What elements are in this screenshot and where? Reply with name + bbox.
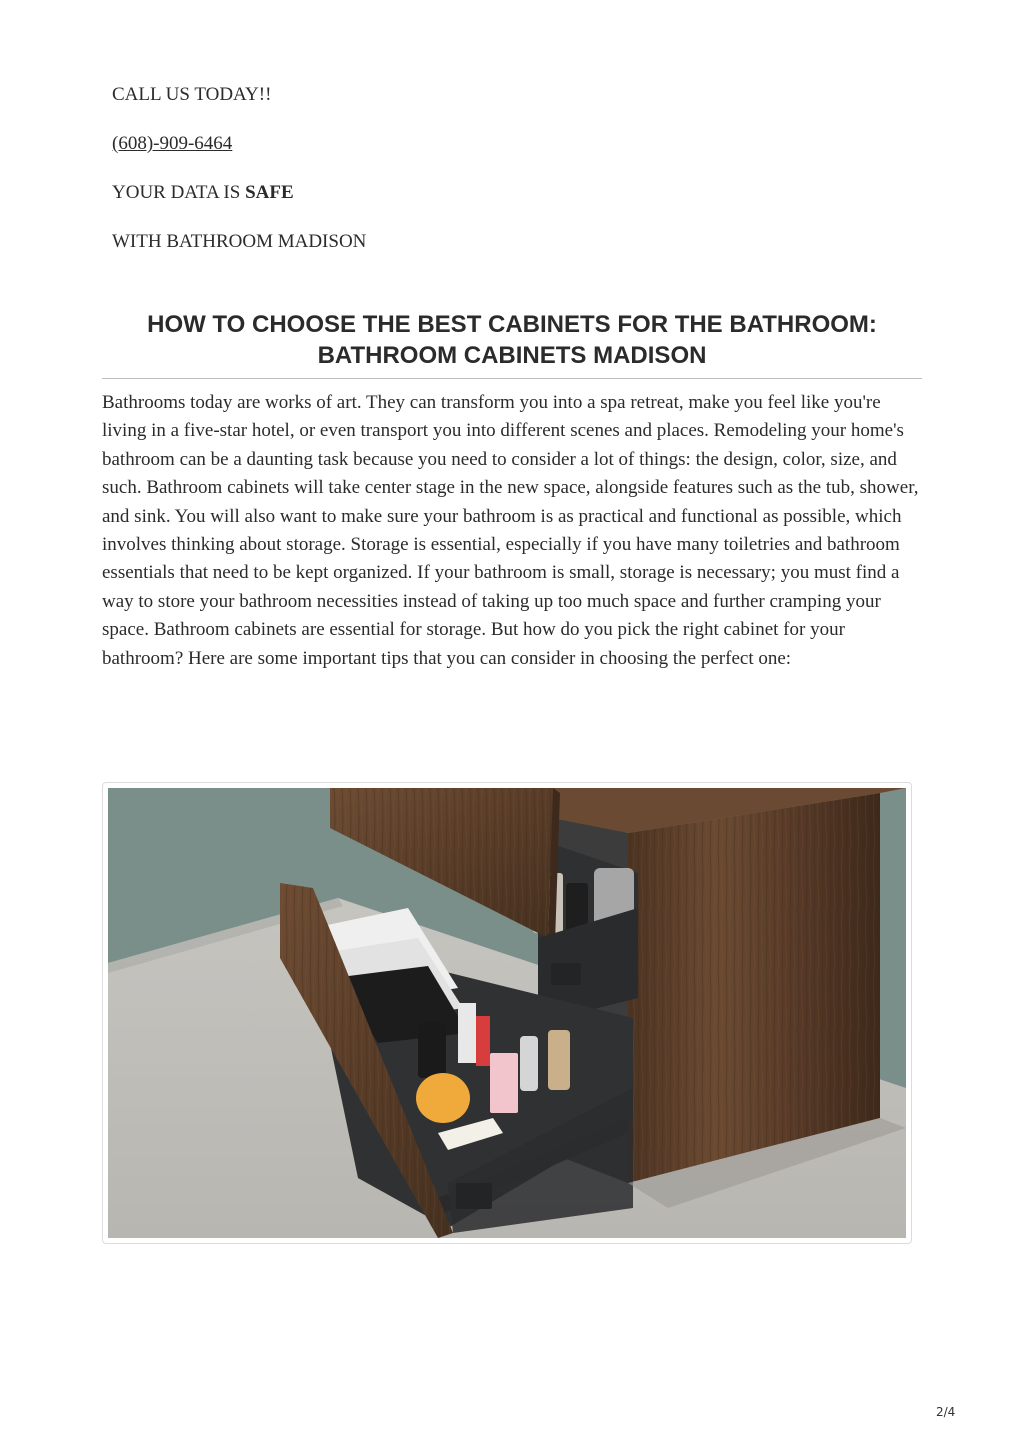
- data-safe-prefix: YOUR DATA IS: [112, 182, 246, 203]
- article-figure: [102, 782, 912, 1244]
- page-indicator: 2/4: [936, 1405, 956, 1419]
- company-line: WITH BATHROOM MADISON: [112, 231, 367, 252]
- call-us-line: CALL US TODAY!!: [112, 84, 272, 105]
- contact-block: [112, 70, 366, 266]
- title-divider: [102, 378, 922, 379]
- phone-link[interactable]: (608)-909-6464: [112, 133, 233, 154]
- vanity-cabinet-photo: [108, 788, 906, 1238]
- data-safe-line: [112, 168, 366, 217]
- article-title: HOW TO CHOOSE THE BEST CABINETS FOR THE BATHROOM: BATHROOM CABINETS MADISON: [147, 311, 877, 369]
- phone-line: [112, 119, 366, 168]
- article-body: Bathrooms today are works of art. They can transform you into a spa retreat, make you feel like you're living in a five-star hotel, or even transport you into different scenes and places. Remodeling your home's bathroom can be a daunting task because you need to consider a lot of things: the design, color, size, and such. Bathroom cabinets will take center stage in the new space, alongside features such as the tub, shower, and sink. You will also want to make sure your bathroom is as practical and functional as possible, which involves thinking about storage. Storage is essential, especially if you have many toiletries and bathroom essentials that need to be kept organized. If your bathroom is small, storage is necessary; you must find a way to store your bathroom necessities instead of taking up too much space and further cramping your space. Bathroom cabinets are essential for storage. But how do you pick the right cabinet for your bathroom? Here are some important tips that you can consider in choosing the perfect one:: [102, 392, 919, 669]
- data-safe-emphasis: SAFE: [245, 182, 294, 203]
